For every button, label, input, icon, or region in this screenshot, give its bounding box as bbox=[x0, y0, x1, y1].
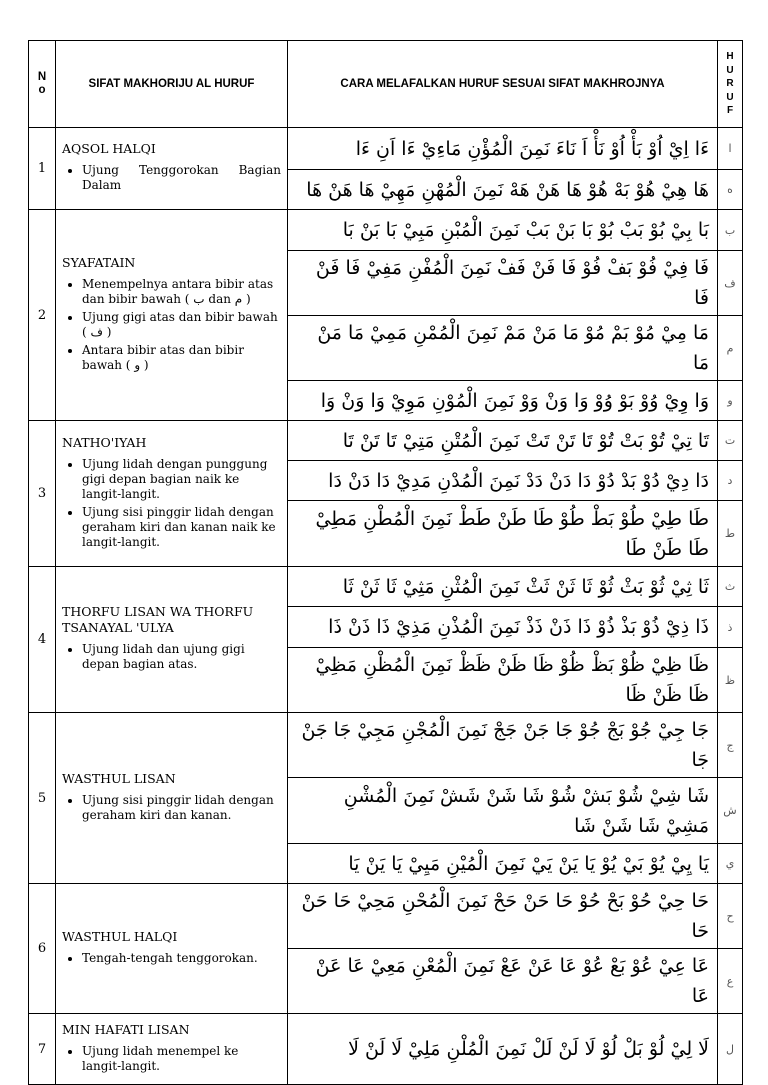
sifat-bullet: • Ujung lidah dan ujung gigi depan bagian atas. bbox=[82, 642, 281, 672]
row-number: 7 bbox=[29, 1014, 56, 1085]
huruf-letter: ب bbox=[718, 210, 743, 251]
huruf-letter: ذ bbox=[718, 607, 743, 648]
table-row bbox=[29, 421, 743, 461]
table-row bbox=[29, 128, 743, 170]
huruf-letter: و bbox=[718, 381, 743, 421]
row-number: 2 bbox=[29, 210, 56, 421]
sifat-bullets bbox=[62, 1044, 281, 1074]
sifat-title: SYAFATAIN bbox=[62, 254, 136, 270]
huruf-letter: ح bbox=[718, 884, 743, 949]
sifat-cell bbox=[56, 421, 288, 567]
arabic-line: حَا حِيْ حُوْ بَحْ حُوْ حَا حَنْ حَحْ نَمِنَ الْمُحْنِ مَحِيْ حَا حَنْ حَا bbox=[288, 884, 718, 949]
sifat-title: AQSOL HALQI bbox=[62, 141, 156, 156]
sifat-bullet: • Ujung sisi pinggir lidah dengan geraham kiri dan kanan naik ke langit-langit. bbox=[82, 505, 281, 550]
arabic-line: ثَا ثِيْ ثُوْ بَثْ ثُوْ ثَا ثَنْ ثَثْ نَمِنَ الْمُثْنِ مَثِيْ ثَا ثَنْ ثَا bbox=[288, 567, 718, 607]
huruf-letter: ج bbox=[718, 713, 743, 778]
arabic-line: عَا عِيْ عُوْ بَعْ عُوْ عَا عَنْ عَعْ نَمِنَ الْمُعْنِ مَعِيْ عَا عَنْ عَا bbox=[288, 949, 718, 1014]
huruf-letter: ل bbox=[718, 1014, 743, 1085]
sifat-cell bbox=[56, 128, 288, 210]
sifat-title: WASTHUL LISAN bbox=[62, 770, 176, 786]
row-number: 1 bbox=[29, 128, 56, 210]
arabic-line: ظَا ظِيْ ظُوْ بَظْ ظُوْ ظَا ظَنْ ظَظْ نَمِنَ الْمُظْنِ مَظِيْ ظَا ظَنْ ظَا bbox=[288, 648, 718, 713]
huruf-letter: ي bbox=[718, 844, 743, 884]
sifat-title: MIN HAFATI LISAN bbox=[62, 1021, 190, 1037]
arabic-line: دَا دِيْ دُوْ بَدْ دُوْ دَا دَنْ دَدْ نَمِنَ الْمُدْنِ مَدِيْ دَا دَنْ دَا bbox=[288, 461, 718, 501]
sifat-bullet: • Ujung sisi pinggir lidah dengan geraham kiri dan kanan. bbox=[82, 793, 281, 823]
sifat-cell bbox=[56, 210, 288, 421]
table-row bbox=[29, 567, 743, 607]
arabic-line: جَا جِيْ جُوْ بَجْ جُوْ جَا جَنْ جَجْ نَمِنَ الْمُجْنِ مَجِيْ جَا جَنْ جَا bbox=[288, 713, 718, 778]
huruf-letter: ش bbox=[718, 778, 743, 844]
header-huruf: H U R U F bbox=[718, 41, 743, 128]
row-number: 3 bbox=[29, 421, 56, 567]
arabic-line: تَا تِيْ تُوْ بَتْ تُوْ تَا تَنْ تَتْ نَمِنَ الْمُتْنِ مَتِيْ تَا تَنْ تَا bbox=[288, 421, 718, 461]
arabic-line: ءَا اِيْ اُوْ بَأْ اُوْ نَأْ اَ نَاءَ نَمِنَ الْمُؤْنِ مَاءِيْ ءَا اَنِ ءَا bbox=[288, 128, 718, 170]
huruf-letter: ظ bbox=[718, 648, 743, 713]
sifat-bullets bbox=[62, 457, 281, 550]
table-row bbox=[29, 210, 743, 251]
header-sifat: SIFAT MAKHORIJU AL HURUF bbox=[56, 41, 288, 128]
makhraj-table bbox=[28, 40, 743, 1085]
sifat-bullet: • Tengah-tengah tenggorokan. bbox=[82, 951, 281, 966]
arabic-line: يَا يِيْ يُوْ بَيْ يُوْ يَا يَنْ يَيْ نَمِنَ الْمُيْنِ مَيِيْ يَا يَنْ يَا bbox=[288, 844, 718, 884]
arabic-line: وَا وِيْ وُوْ بَوْ وُوْ وَا وَنْ وَوْ نَمِنَ الْمُوْنِ مَوِيْ وَا وَنْ وَا bbox=[288, 381, 718, 421]
arabic-line: بَا بِيْ بُوْ بَبْ بُوْ بَا بَنْ بَبْ نَمِنَ الْمُبْنِ مَبِيْ بَا بَنْ بَا bbox=[288, 210, 718, 251]
arabic-line: ذَا ذِيْ ذُوْ بَذْ ذُوْ ذَا ذَنْ ذَذْ نَمِنَ الْمُذْنِ مَذِيْ ذَا ذَنْ ذَا bbox=[288, 607, 718, 648]
huruf-letter: د bbox=[718, 461, 743, 501]
table-row bbox=[29, 884, 743, 949]
huruf-letter: ط bbox=[718, 501, 743, 567]
sifat-title: THORFU LISAN WA THORFU TSANAYAL 'ULYA bbox=[62, 604, 254, 635]
sifat-bullets bbox=[62, 642, 281, 672]
sifat-title: NATHO'IYAH bbox=[62, 434, 147, 450]
table-row bbox=[29, 1014, 743, 1085]
huruf-letter: ا bbox=[718, 128, 743, 170]
sifat-bullets bbox=[62, 951, 281, 966]
sifat-bullet: • Menempelnya antara bibir atas dan bibir bawah ( ب dan م ) bbox=[82, 277, 281, 307]
arabic-line: هَا هِيْ هُوْ بَهْ هُوْ هَا هَنْ هَهْ نَمِنَ الْمُهْنِ مَهِيْ هَا هَنْ هَا bbox=[288, 170, 718, 210]
huruf-letter: م bbox=[718, 316, 743, 381]
arabic-line: مَا مِيْ مُوْ بَمْ مُوْ مَا مَنْ مَمْ نَمِنَ الْمُمْنِ مَمِيْ مَا مَنْ مَا bbox=[288, 316, 718, 381]
arabic-line: فَا فِيْ فُوْ بَفْ فُوْ فَا فَنْ فَفْ نَمِنَ الْمُفْنِ مَفِيْ فَا فَنْ فَا bbox=[288, 251, 718, 316]
header-no: N o bbox=[29, 41, 56, 128]
sifat-title: WASTHUL HALQI bbox=[62, 928, 178, 944]
arabic-line: شَا شِيْ شُوْ بَشْ شُوْ شَا شَنْ شَشْ نَمِنَ الْمُشْنِ مَشِيْ شَا شَنْ شَا bbox=[288, 778, 718, 844]
sifat-bullets bbox=[62, 163, 281, 193]
sifat-bullet: • Ujung lidah menempel ke langit-langit. bbox=[82, 1044, 281, 1074]
row-number: 4 bbox=[29, 567, 56, 713]
sifat-bullet: • Ujung lidah dengan punggung gigi depan bagian naik ke langit-langit. bbox=[82, 457, 281, 502]
huruf-letter: ه bbox=[718, 170, 743, 210]
huruf-letter: ت bbox=[718, 421, 743, 461]
row-number: 6 bbox=[29, 884, 56, 1014]
sifat-cell bbox=[56, 567, 288, 713]
sifat-cell bbox=[56, 713, 288, 884]
sifat-bullet: • Ujung gigi atas dan bibir bawah ( ف ) bbox=[82, 310, 281, 340]
sifat-cell bbox=[56, 1014, 288, 1085]
arabic-line: طَا طِيْ طُوْ بَطْ طُوْ طَا طَنْ طَطْ نَمِنَ الْمُطْنِ مَطِيْ طَا طَنْ طَا bbox=[288, 501, 718, 567]
sifat-bullet: • Antara bibir atas dan bibir bawah ( و ) bbox=[82, 343, 281, 373]
huruf-letter: ث bbox=[718, 567, 743, 607]
header-cara: CARA MELAFALKAN HURUF SESUAI SIFAT MAKHROJNYA bbox=[288, 41, 718, 128]
arabic-line: لَا لِيْ لُوْ بَلْ لُوْ لَا لَنْ لَلْ نَمِنَ الْمُلْنِ مَلِيْ لَا لَنْ لَا bbox=[288, 1014, 718, 1085]
table-row bbox=[29, 713, 743, 778]
huruf-letter: ع bbox=[718, 949, 743, 1014]
row-number: 5 bbox=[29, 713, 56, 884]
huruf-letter: ف bbox=[718, 251, 743, 316]
sifat-bullets bbox=[62, 793, 281, 823]
sifat-bullets bbox=[62, 277, 281, 373]
sifat-cell bbox=[56, 884, 288, 1014]
header-row bbox=[29, 41, 743, 128]
sifat-bullet: • Ujung Tenggorokan Bagian Dalam bbox=[82, 163, 281, 193]
